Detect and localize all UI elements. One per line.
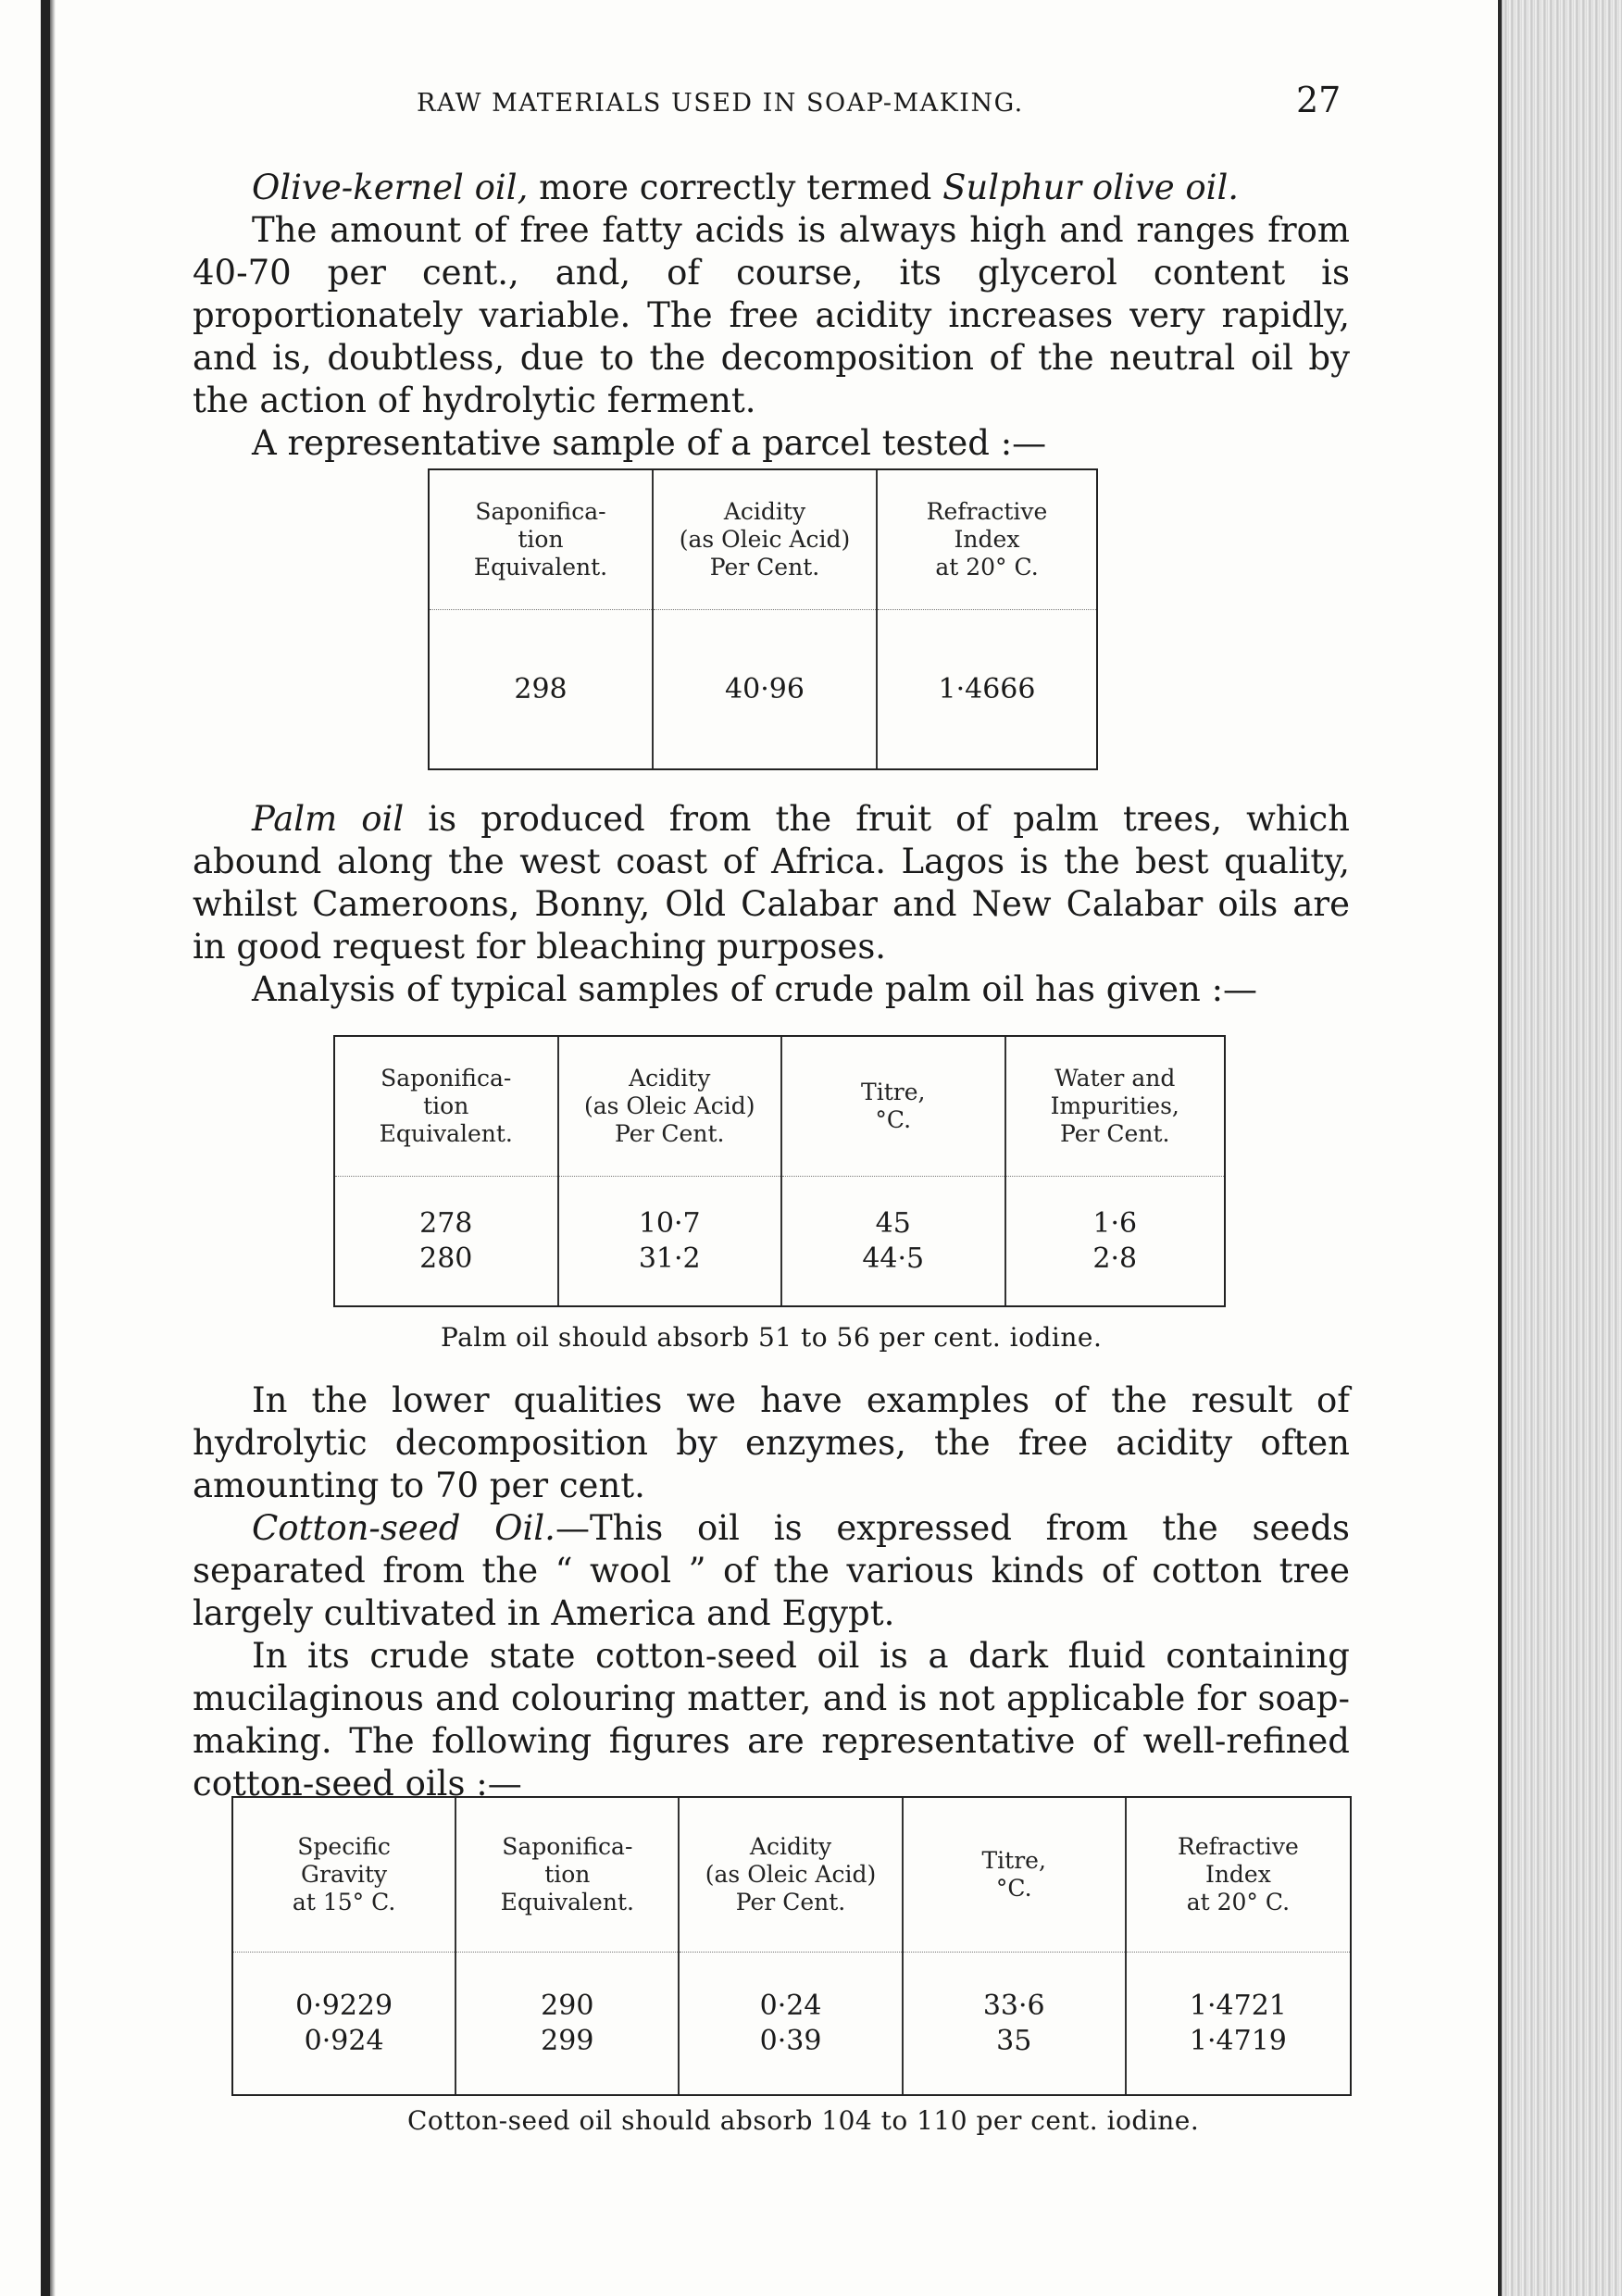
palm-cell-water — [1006, 1177, 1225, 1305]
palm-caption: Palm oil should absorb 51 to 56 per cent. iodine. — [441, 1322, 1103, 1353]
cotton-value: 35 — [996, 2024, 1032, 2057]
cotton-value: 0·924 — [304, 2024, 384, 2057]
olive-heading-italic: Olive-kernel oil, — [252, 168, 529, 207]
olive-table — [428, 468, 1098, 770]
palm-col-water — [1004, 1037, 1225, 1305]
cotton-cell-titre — [904, 1953, 1125, 2094]
cotton-cell-refractive — [1127, 1953, 1350, 2094]
cotton-cell-gravity — [233, 1953, 455, 2094]
olive-heading — [193, 167, 1350, 209]
cotton-value: 0·9229 — [295, 1989, 393, 2022]
palm-value: 1·6 — [1092, 1206, 1138, 1240]
palm-header-saponification: Saponifica- tion Equivalent. — [335, 1037, 557, 1177]
olive-section-text — [193, 167, 1350, 465]
palm-header-acidity: Acidity (as Oleic Acid) Per Cent. — [559, 1037, 781, 1177]
cotton-paragraph-2: In its crude state cotton-seed oil is a dark fluid containing mucilaginous and colouring matter, and is not applicable for soap-making. The following figures are representative of well-refined cotton-seed oils :— — [193, 1636, 1350, 1803]
olive-col-saponification — [430, 470, 652, 768]
cotton-value: 33·6 — [982, 1989, 1045, 2022]
palm-header-titre: Titre, °C. — [782, 1037, 1004, 1177]
palm-lead-italic: Palm oil — [252, 799, 405, 839]
cotton-header-acidity: Acidity (as Oleic Acid) Per Cent. — [680, 1798, 901, 1953]
palm-col-titre — [780, 1037, 1004, 1305]
cotton-cell-saponification — [456, 1953, 678, 2094]
palm-value: 31·2 — [638, 1242, 701, 1275]
palm-section-text — [193, 798, 1350, 1011]
cotton-value: 299 — [541, 2024, 594, 2057]
olive-col-acidity — [652, 470, 876, 768]
cotton-col-acidity — [678, 1798, 901, 2094]
cotton-value: 290 — [541, 1989, 594, 2022]
palm-cell-titre — [782, 1177, 1004, 1305]
running-title: RAW MATERIALS USED IN SOAP-MAKING. — [417, 89, 1024, 118]
cotton-value: 0·39 — [759, 2024, 822, 2057]
olive-cell-refractive: 1·4666 — [938, 672, 1036, 705]
olive-intro: A representative sample of a parcel tested :— — [252, 423, 1047, 463]
cotton-value: 1·4721 — [1189, 1989, 1287, 2022]
cotton-paragraph-text: —This oil is expressed from the seeds separated from the “ wool ” of the various kinds of cotton tree largely cultivated in America and Egypt. — [193, 1508, 1351, 1633]
cotton-header-titre: Titre, °C. — [904, 1798, 1125, 1953]
olive-paragraph: The amount of free fatty acids is always high and ranges from 40-70 per cent., and, of course, its glycerol content is proportionately variable. The free acidity increases very rapidly, and is, doubtless, due to the decomposition of the neutral oil by the action of hydrolytic ferment. — [193, 210, 1350, 420]
cotton-value: 1·4719 — [1189, 2024, 1287, 2057]
olive-header-refractive: Refractive Index at 20° C. — [878, 470, 1096, 610]
cotton-col-refractive — [1125, 1798, 1350, 2094]
cotton-caption: Cotton-seed oil should absorb 104 to 110 per cent. iodine. — [407, 2105, 1200, 2136]
palm-paragraph-text: is produced from the fruit of palm trees, which abound along the west coast of Africa. Lagos is the best quality, whilst Cameroons, Bonny, Old Calabar and New Calabar oils are in good request for bleaching purposes. — [193, 799, 1350, 967]
palm-value: 44·5 — [862, 1242, 925, 1275]
cotton-header-saponification: Saponifica- tion Equivalent. — [456, 1798, 678, 1953]
olive-header-acidity: Acidity (as Oleic Acid) Per Cent. — [654, 470, 876, 610]
palm-col-acidity — [557, 1037, 781, 1305]
palm-value: 10·7 — [638, 1206, 701, 1240]
lower-qualities-paragraph: In the lower qualities we have examples of the result of hydrolytic decomposition by enzymes, the free acidity often amounting to 70 per cent. — [193, 1380, 1350, 1505]
cotton-table — [231, 1796, 1352, 2096]
page-binding-edge — [41, 0, 50, 2296]
page-number: 27 — [1296, 80, 1341, 120]
palm-paragraph — [193, 798, 1350, 968]
palm-cell-saponification — [335, 1177, 557, 1305]
palm-value: 2·8 — [1092, 1242, 1138, 1275]
cotton-col-saponification — [455, 1798, 678, 2094]
olive-heading-rest: more correctly termed — [528, 168, 943, 207]
olive-header-saponification: Saponifica- tion Equivalent. — [430, 470, 652, 610]
cotton-header-gravity: Specific Gravity at 15° C. — [233, 1798, 455, 1953]
cotton-col-titre — [902, 1798, 1125, 2094]
palm-table — [333, 1035, 1226, 1307]
palm-value: 280 — [419, 1242, 473, 1275]
cotton-col-gravity — [233, 1798, 455, 2094]
cotton-value: 0·24 — [759, 1989, 822, 2022]
palm-value: 45 — [875, 1206, 911, 1240]
page-stack-edge — [1502, 0, 1622, 2296]
palm-cell-acidity — [559, 1177, 781, 1305]
cotton-section-text — [193, 1379, 1350, 1805]
olive-cell-acidity: 40·96 — [725, 672, 805, 705]
cotton-cell-acidity — [680, 1953, 901, 2094]
olive-col-refractive — [876, 470, 1096, 768]
palm-col-saponification — [335, 1037, 557, 1305]
palm-value: 278 — [419, 1206, 473, 1240]
cotton-header-refractive: Refractive Index at 20° C. — [1127, 1798, 1350, 1953]
palm-header-water: Water and Impurities, Per Cent. — [1006, 1037, 1225, 1177]
olive-heading-italic2: Sulphur olive oil. — [942, 168, 1240, 207]
olive-cell-saponification: 298 — [514, 672, 568, 705]
palm-intro: Analysis of typical samples of crude palm oil has given :— — [252, 969, 1258, 1009]
cotton-lead-italic: Cotton-seed Oil. — [252, 1508, 555, 1548]
cotton-paragraph — [193, 1507, 1350, 1635]
